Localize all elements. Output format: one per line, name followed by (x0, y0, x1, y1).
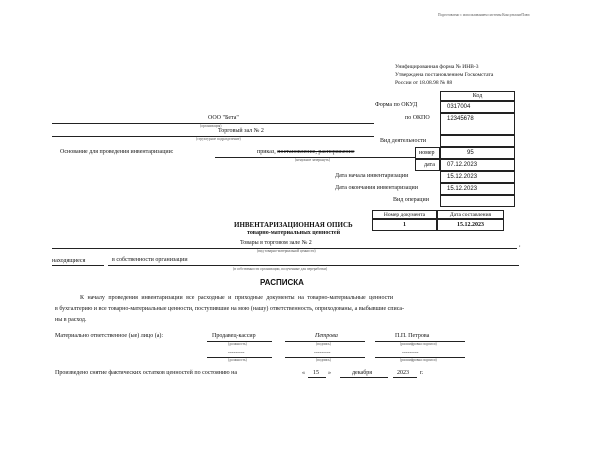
okpo-label: по ОКПО (405, 115, 430, 121)
removal-suffix: г. (420, 370, 424, 376)
okud-field[interactable] (440, 101, 515, 113)
removal-month-line (340, 377, 388, 378)
location-caption: (в собственности организации, полученные для переработки) (233, 267, 328, 271)
removal-month: декабря (352, 370, 373, 376)
goods-value: Товары в торговом зале № 2 (240, 240, 312, 246)
doc-date-cell[interactable] (437, 219, 504, 231)
receipt-title: РАСПИСКА (260, 278, 304, 287)
okud-label: Форма по ОКУД (375, 102, 418, 108)
nomer-value: 95 (467, 150, 474, 156)
division-name: Торговый зал № 2 (218, 128, 264, 134)
division-caption: (структурное подразделение) (196, 137, 241, 141)
okud-value: 0317004 (447, 104, 471, 110)
data-label-cell (415, 159, 440, 171)
organization-name: ООО "Бета" (208, 115, 239, 121)
basis-order: приказ, (257, 149, 276, 155)
end-date-label: Дата окончания инвентаризации (335, 185, 418, 191)
nomer-label: номер (419, 150, 435, 156)
removal-quote-close: » (328, 370, 331, 376)
doc-number-value: 1 (403, 222, 406, 228)
operation-field[interactable] (440, 195, 515, 207)
nomer-label-cell (415, 147, 440, 159)
doc-number-header-label: Номер документа (383, 211, 426, 218)
goods-caption: (вид товарно-материальной ценности) (257, 249, 316, 253)
document-subtitle: товарно-материальных ценностей (247, 230, 341, 236)
signature-dash: --------- (314, 350, 331, 356)
doc-date-header-label: Дата составления (449, 211, 492, 218)
form-header-line3: России от 18.08.98 № 88 (395, 80, 453, 86)
basis-label: Основание для проведения инвентаризации: (60, 149, 174, 155)
doc-number-cell[interactable] (372, 219, 437, 231)
position-caption-1: (должность) (228, 342, 247, 346)
position-caption-2: (должность) (228, 358, 247, 362)
removal-day: 15 (313, 370, 319, 376)
name-caption-2: (расшифровка подписи) (400, 358, 437, 362)
data-value: 07.12.2023 (447, 162, 478, 168)
form-header-line2: Утверждена постановлением Госкомстата (395, 72, 494, 78)
goods-comma: , (519, 242, 521, 248)
responsible-signature: Петрова (315, 333, 338, 339)
okpo-field[interactable] (440, 113, 515, 135)
responsible-position: Продавец-кассир (212, 333, 256, 339)
organization-caption: (организация) (200, 124, 222, 128)
nomer-field[interactable] (440, 147, 515, 159)
responsible-name: П.П. Петрова (395, 333, 430, 339)
position-dash: --------- (228, 350, 245, 356)
basis-value (257, 149, 354, 155)
receipt-text-line1: К началу проведения инвентаризации все расходные и приходные документы на товарно-материальные ценности (80, 295, 394, 301)
document-title: ИНВЕНТАРИЗАЦИОННАЯ ОПИСЬ (234, 221, 353, 229)
end-date-value: 15.12.2023 (447, 186, 478, 192)
signature-caption-2: (подпись) (316, 358, 331, 362)
operation-label: Вид операции (393, 197, 429, 203)
data-field[interactable] (440, 159, 515, 171)
doc-date-header (437, 210, 504, 219)
removal-text: Произведено снятие фактических остатков ценностей по состоянию на (55, 370, 238, 376)
responsible-label: Материально ответственное (ые) лицо (а): (55, 333, 164, 339)
activity-label: Вид деятельности (380, 138, 427, 144)
start-date-value: 15.12.2023 (447, 174, 478, 180)
okpo-value: 12345678 (447, 116, 474, 122)
receipt-text-line2: в бухгалтерию и все товарно-материальные ценности, поступившие на мою (нашу) ответственность, оприходованы, а выбывшие списа- (55, 306, 405, 312)
signature-caption-1: (подпись) (316, 342, 331, 346)
start-date-field[interactable] (440, 171, 515, 183)
form-header-line1: Унифицированная форма № ИНВ-3 (395, 64, 479, 70)
doc-date-value: 15.12.2023 (457, 222, 484, 228)
doc-number-header (372, 210, 437, 219)
name-caption-1: (расшифровка подписи) (400, 342, 437, 346)
consultant-note: Подготовлено с использованием системы КонсультантПлюс (438, 13, 531, 17)
removal-year-line (393, 377, 417, 378)
data-label: дата (424, 162, 435, 168)
location-line (108, 265, 519, 266)
activity-field[interactable] (440, 135, 515, 147)
code-header (440, 91, 515, 101)
end-date-field[interactable] (440, 183, 515, 195)
start-date-label: Дата начала инвентаризации (335, 173, 409, 179)
removal-quote-open: « (302, 370, 305, 376)
removal-year: 2023 (397, 370, 409, 376)
basis-struck: постановление, распоряжение (277, 149, 355, 155)
removal-day-line (308, 377, 326, 378)
name-dash: --------- (402, 350, 419, 356)
location-value: в собственности организации (112, 257, 188, 263)
code-header-label: Код (472, 93, 483, 99)
location-label: находящиеся (52, 258, 86, 264)
receipt-text-line3: ны в расход. (55, 317, 87, 323)
basis-caption: (ненужное зачеркнуть) (295, 158, 331, 162)
location-label-line (52, 265, 104, 266)
